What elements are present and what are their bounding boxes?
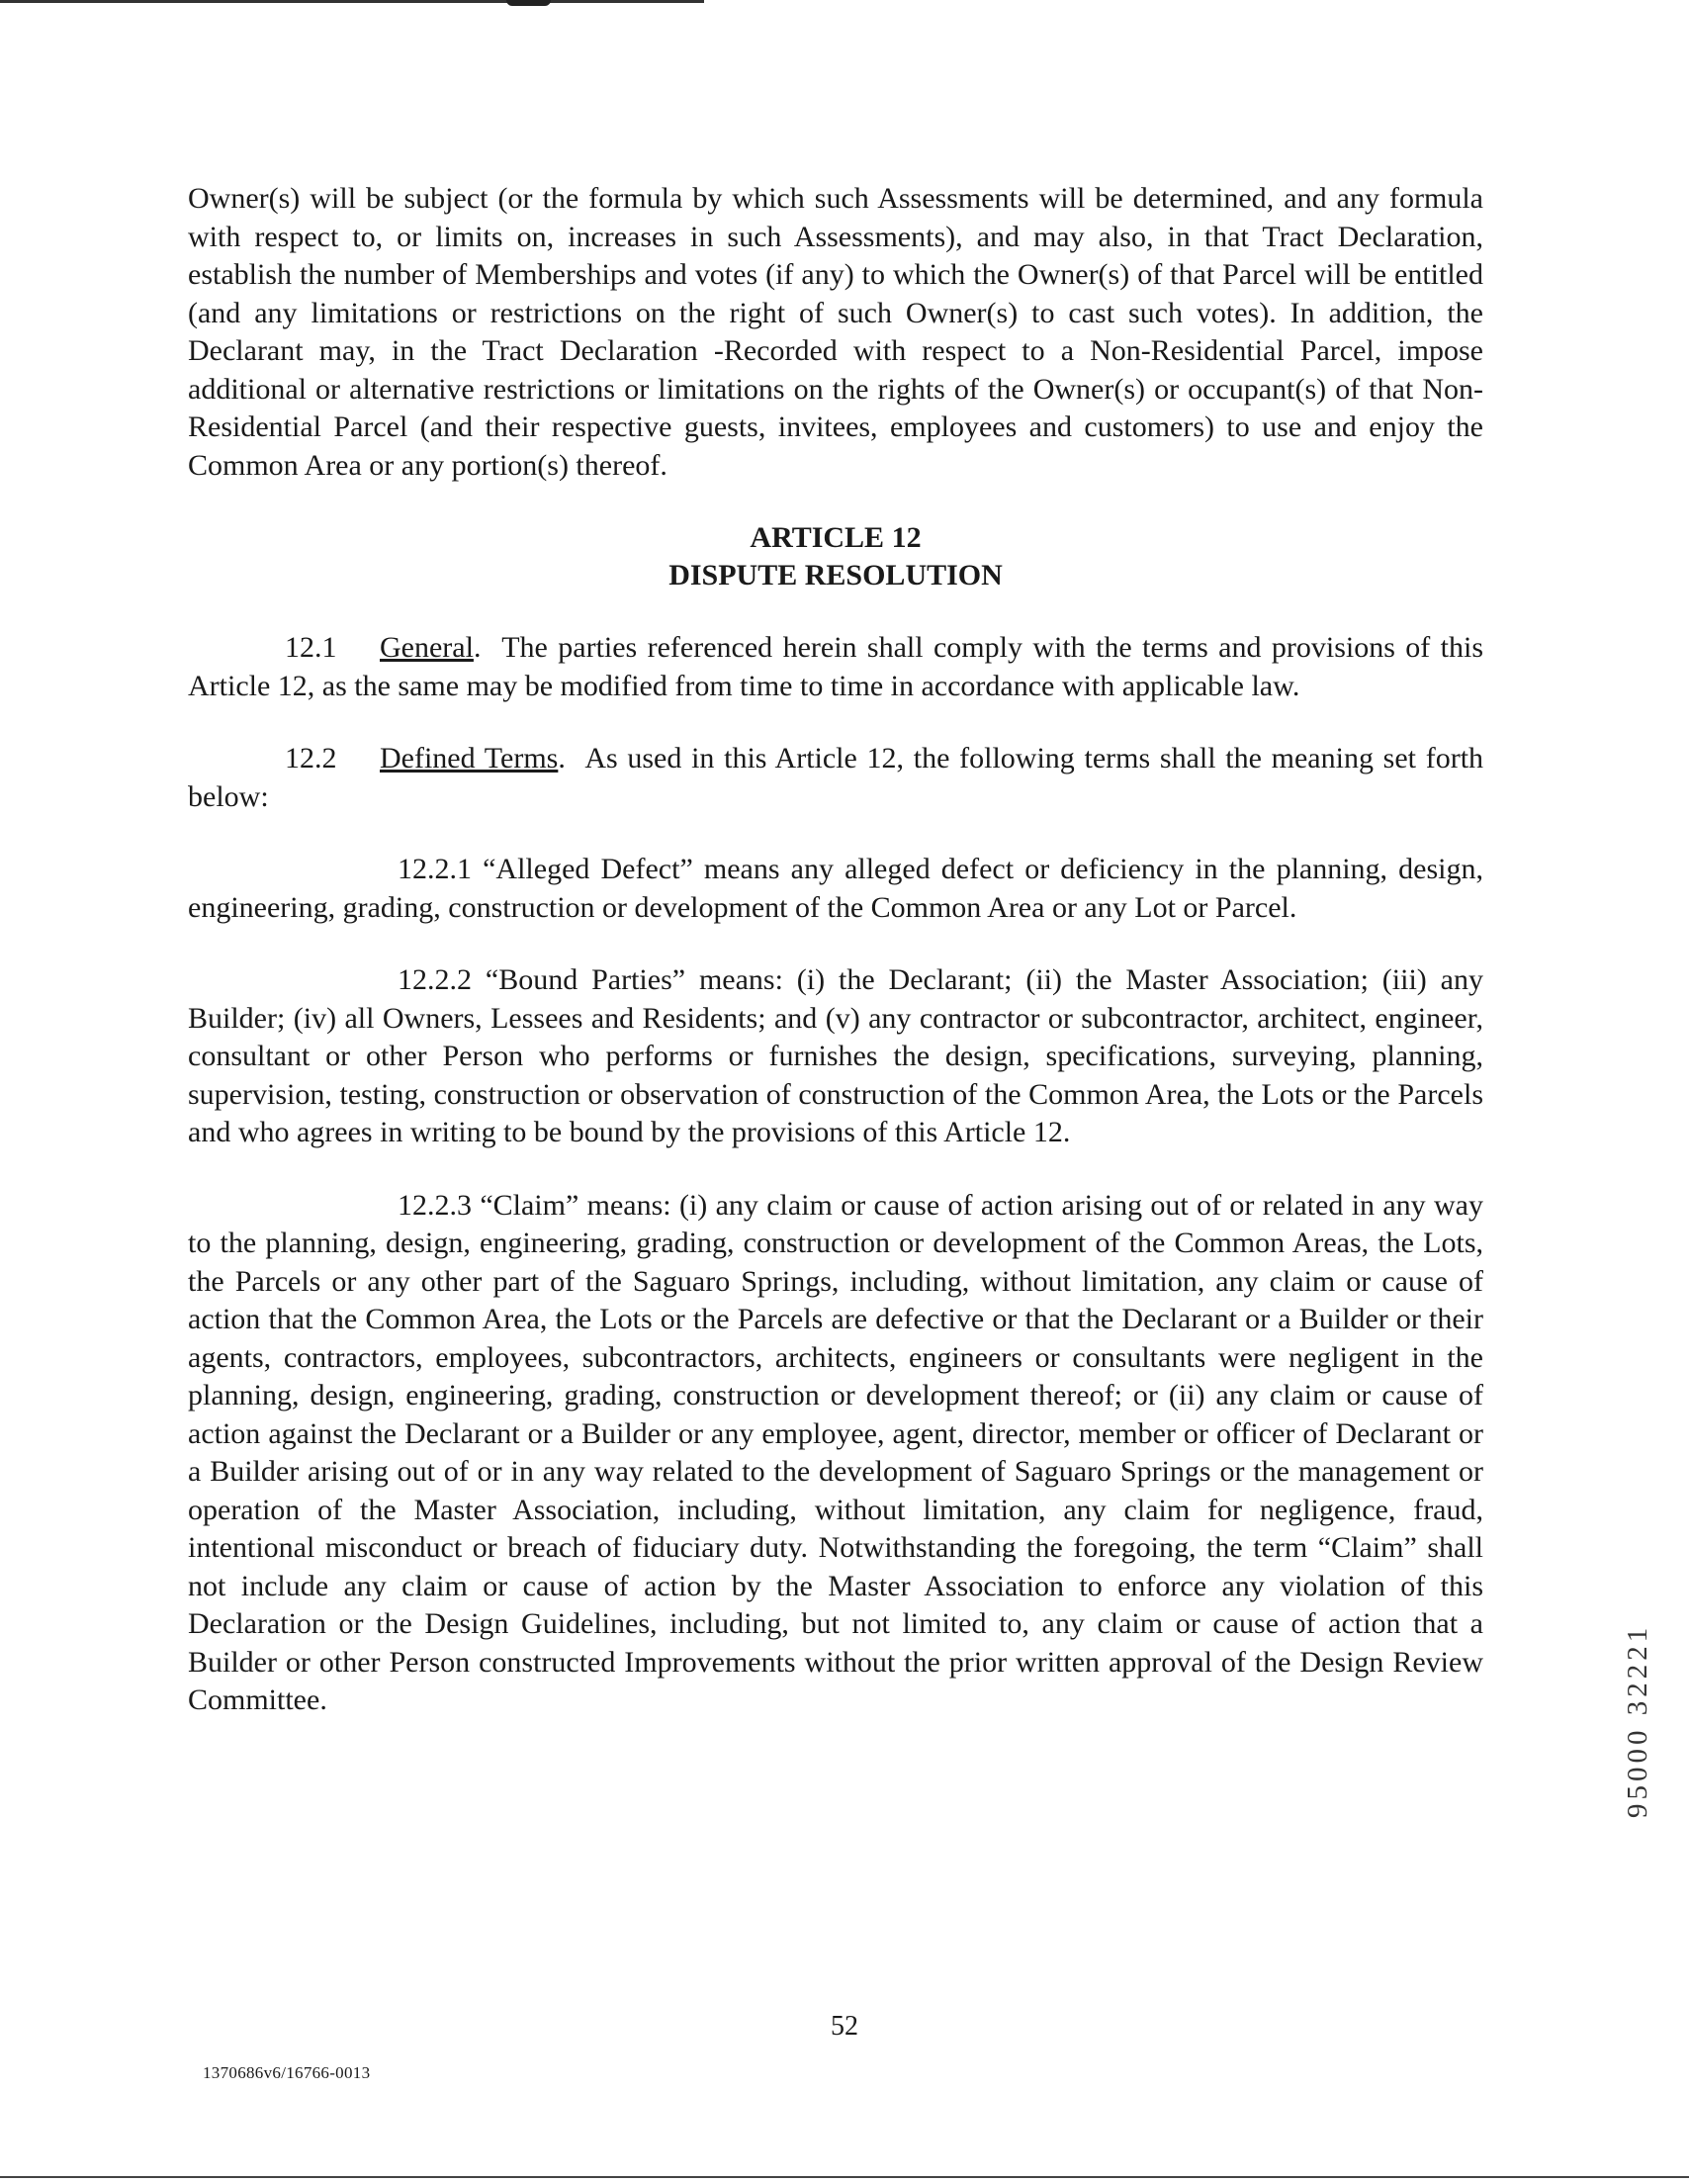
scan-edge-top: [0, 0, 704, 3]
section-text: The parties referenced herein shall comply with the terms and provisions of this Article 12, as the same may be modified from time to time in accordance with applicable law.: [188, 631, 1484, 702]
article-number: ARTICLE 12: [750, 521, 922, 554]
margin-stamp: 95000 32221: [1622, 1623, 1653, 1819]
document-id: 1370686v6/16766-0013: [203, 2063, 371, 2082]
article-heading: [188, 519, 1483, 594]
section-12-2: 12.2 Defined Terms. As used in this Article 12, the following terms shall the meaning set forth below:: [188, 742, 1484, 813]
subsection-12-2-1: 12.2.1 “Alleged Defect” means any alleged defect or deficiency in the planning, design, engineering, grading, construction or development of the Common Area or any Lot or Parcel.: [188, 853, 1483, 924]
intro-paragraph: Owner(s) will be subject (or the formula by which such Assessments will be determined, and any formula with respect to, or limits on, increases in such Assessments), and may also, in that Tract Declaration, establish the number of Memberships and votes (if any) to which the Owner(s) of that Parcel will be entitled (and any limitations or restrictions on the right of such Owner(s) to cast such votes). In addition, the Declarant may, in the Tract Declaration -Recorded with respect to a Non-Residential Parcel, impose additional or alternative restrictions or limitations on the rights of the Owner(s) or occupant(s) of that Non-Residential Parcel (and their respective guests, invitees, employees and customers) to use and enjoy the Common Area or any portion(s) thereof.: [188, 182, 1483, 482]
article-title: DISPUTE RESOLUTION: [668, 559, 1003, 592]
subsection-12-2-2: 12.2.2 “Bound Parties” means: (i) the Declarant; (ii) the Master Association; (iii) any Builder; (iv) all Owners, Lessees and Residents; and (v) any contractor or subcontractor, architect, engineer, consultant or other Person who performs or furnishes the design, specifications, surveying, planning, supervision, testing, construction or observation of construction of the Common Area, the Lots or the Parcels and who agrees in writing to be bound by the provisions of this Article 12.: [188, 963, 1483, 1148]
section-heading: Defined Terms: [380, 742, 559, 774]
subsection-12-2-3: 12.2.3 “Claim” means: (i) any claim or cause of action arising out of or related in any way to the planning, design, engineering, grading, construction or development of the Common Areas, the Lots, the Parcels or any other part of the Saguaro Springs, including, without limitation, any claim or cause of action that the Common Area, the Lots or the Parcels are defective or that the Declarant or a Builder or their agents, contractors, employees, subcontractors, architects, engineers or consultants were negligent in the planning, design, engineering, grading, construction or development thereof; or (ii) any claim or cause of action against the Declarant or a Builder or any employee, agent, director, member or officer of Declarant or a Builder arising out of or in any way related to the development of Saguaro Springs or the management or operation of the Master Association, including, without limitation, any claim for negligence, fraud, intentional misconduct or breach of fiduciary duty. Notwithstanding the foregoing, the term “Claim” shall not include any claim or cause of action by the Master Association to enforce any violation of this Declaration or the Design Guidelines, including, but not limited to, any claim or cause of action that a Builder or other Person constructed Improvements without the prior written approval of the Design Review Committee.: [188, 1188, 1483, 1716]
document-body: [188, 180, 1483, 1720]
scan-artifact: [506, 0, 551, 6]
scan-edge-bottom: [0, 2176, 1689, 2178]
section-text: As used in this Article 12, the following terms shall the meaning set forth below:: [188, 742, 1484, 813]
page-number: 52: [831, 2011, 858, 2042]
section-number: 12.2: [285, 742, 337, 774]
section-heading: General: [380, 631, 474, 664]
section-number: 12.1: [285, 631, 337, 664]
section-12-1: 12.1 General. The parties referenced herein shall comply with the terms and provisions of this Article 12, as the same may be modified from time to time in accordance with applicable law.: [188, 631, 1484, 702]
